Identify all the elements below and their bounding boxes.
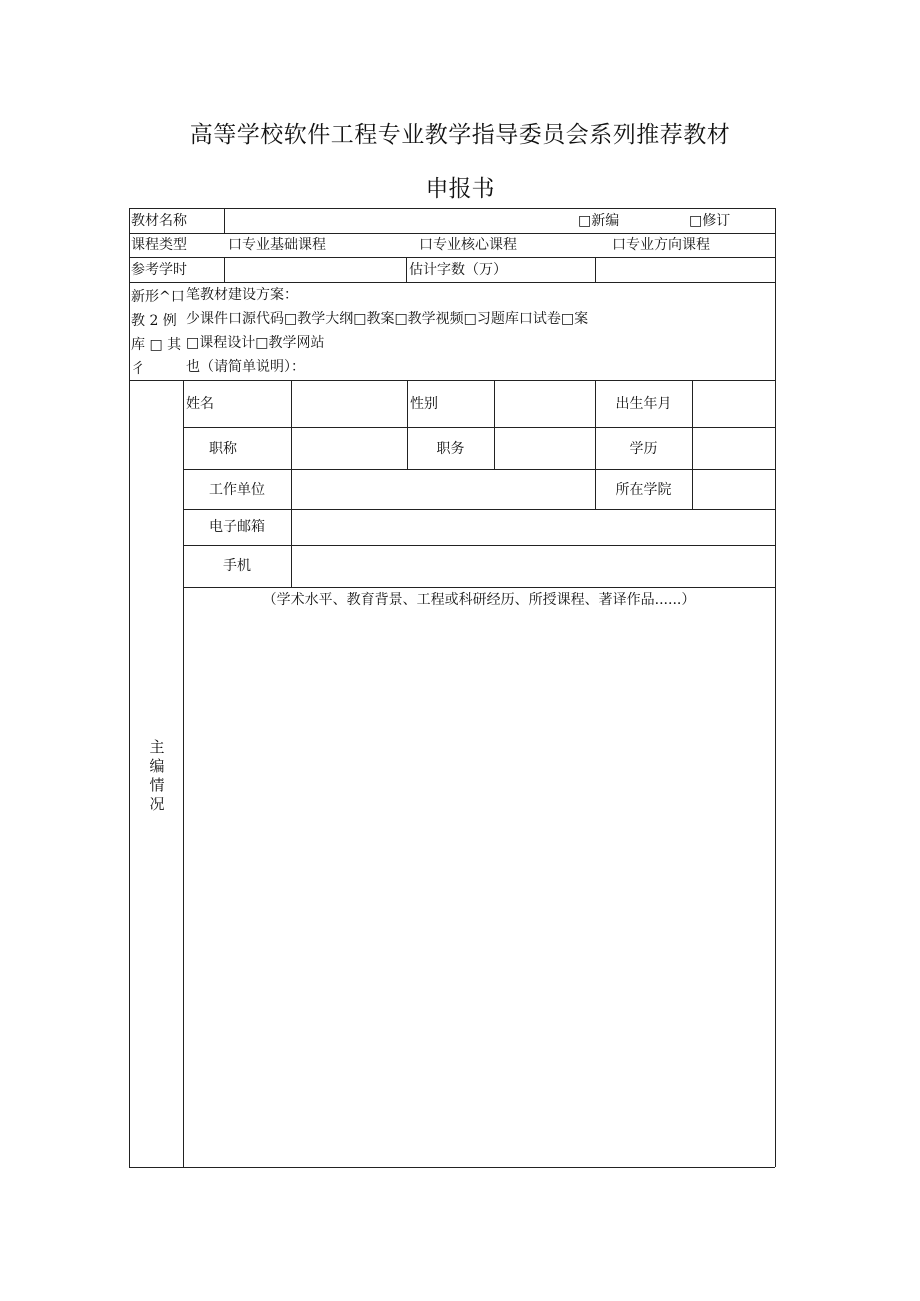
construction-plan-line: 也（请简单说明）： [186, 359, 305, 375]
birth-label: 出生年月 [615, 396, 672, 412]
row-divider [183, 587, 775, 588]
row-divider [183, 509, 775, 510]
construction-plan-line: 笔教材建设方案： [186, 287, 298, 303]
bio-hint: （学术水平、教育背景、工程或科研经历、所授课程、著译作品......） [262, 592, 696, 608]
education-label: 学历 [629, 441, 658, 457]
column-divider [595, 257, 596, 282]
page-title-line2: 申报书 [425, 176, 495, 202]
direction-course-checkbox[interactable]: 口专业方向课程 [612, 237, 710, 253]
row-divider [129, 257, 775, 258]
name-label: 姓名 [186, 396, 214, 412]
column-divider [692, 380, 693, 509]
column-divider [224, 257, 225, 282]
row-divider [183, 545, 775, 546]
table-border-top [129, 208, 775, 209]
column-divider [291, 380, 292, 587]
table-border-left [129, 208, 130, 1167]
construction-plan-options[interactable]: □课程设计□教学网站 [186, 335, 325, 351]
row-divider [129, 380, 775, 381]
estimated-words-label: 估计字数（万） [409, 262, 507, 278]
construction-left-line: 库 □ 其 [131, 337, 182, 353]
college-label: 所在学院 [615, 482, 672, 498]
column-divider [183, 380, 184, 1167]
workplace-label: 工作单位 [209, 482, 265, 498]
table-border-bottom [129, 1167, 775, 1168]
column-divider [406, 257, 407, 282]
editor-section-label: 主 编 情 况 [149, 738, 165, 813]
textbook-name-label: 教材名称 [131, 213, 187, 229]
construction-left-line: 教 2 例 [131, 313, 177, 329]
new-edition-checkbox[interactable]: □新编 [578, 213, 620, 229]
construction-left-line: 彳 [131, 361, 145, 377]
course-type-label: 课程类型 [131, 237, 187, 253]
column-divider [494, 380, 495, 469]
basic-course-checkbox[interactable]: 口专业基础课程 [228, 237, 326, 253]
email-label: 电子邮箱 [209, 519, 265, 535]
core-course-checkbox[interactable]: 口专业核心课程 [419, 237, 517, 253]
construction-left-line: 新形^口 [131, 289, 185, 305]
row-divider [129, 233, 775, 234]
column-divider [224, 208, 225, 233]
page-title-line1: 高等学校软件工程专业教学指导委员会系列推荐教材 [189, 122, 731, 148]
revised-edition-checkbox[interactable]: □修订 [689, 213, 731, 229]
job-title-label: 职称 [209, 441, 237, 457]
construction-plan-options[interactable]: 少课件口源代码□教学大纲□教案□教学视频□习题库口试卷□案 [186, 311, 589, 327]
row-divider [183, 469, 775, 470]
position-label: 职务 [436, 441, 465, 457]
table-border-right [775, 208, 776, 1167]
phone-label: 手机 [223, 558, 251, 574]
reference-hours-label: 参考学时 [131, 262, 187, 278]
row-divider [129, 282, 775, 283]
row-divider [183, 427, 775, 428]
gender-label: 性别 [410, 396, 438, 412]
